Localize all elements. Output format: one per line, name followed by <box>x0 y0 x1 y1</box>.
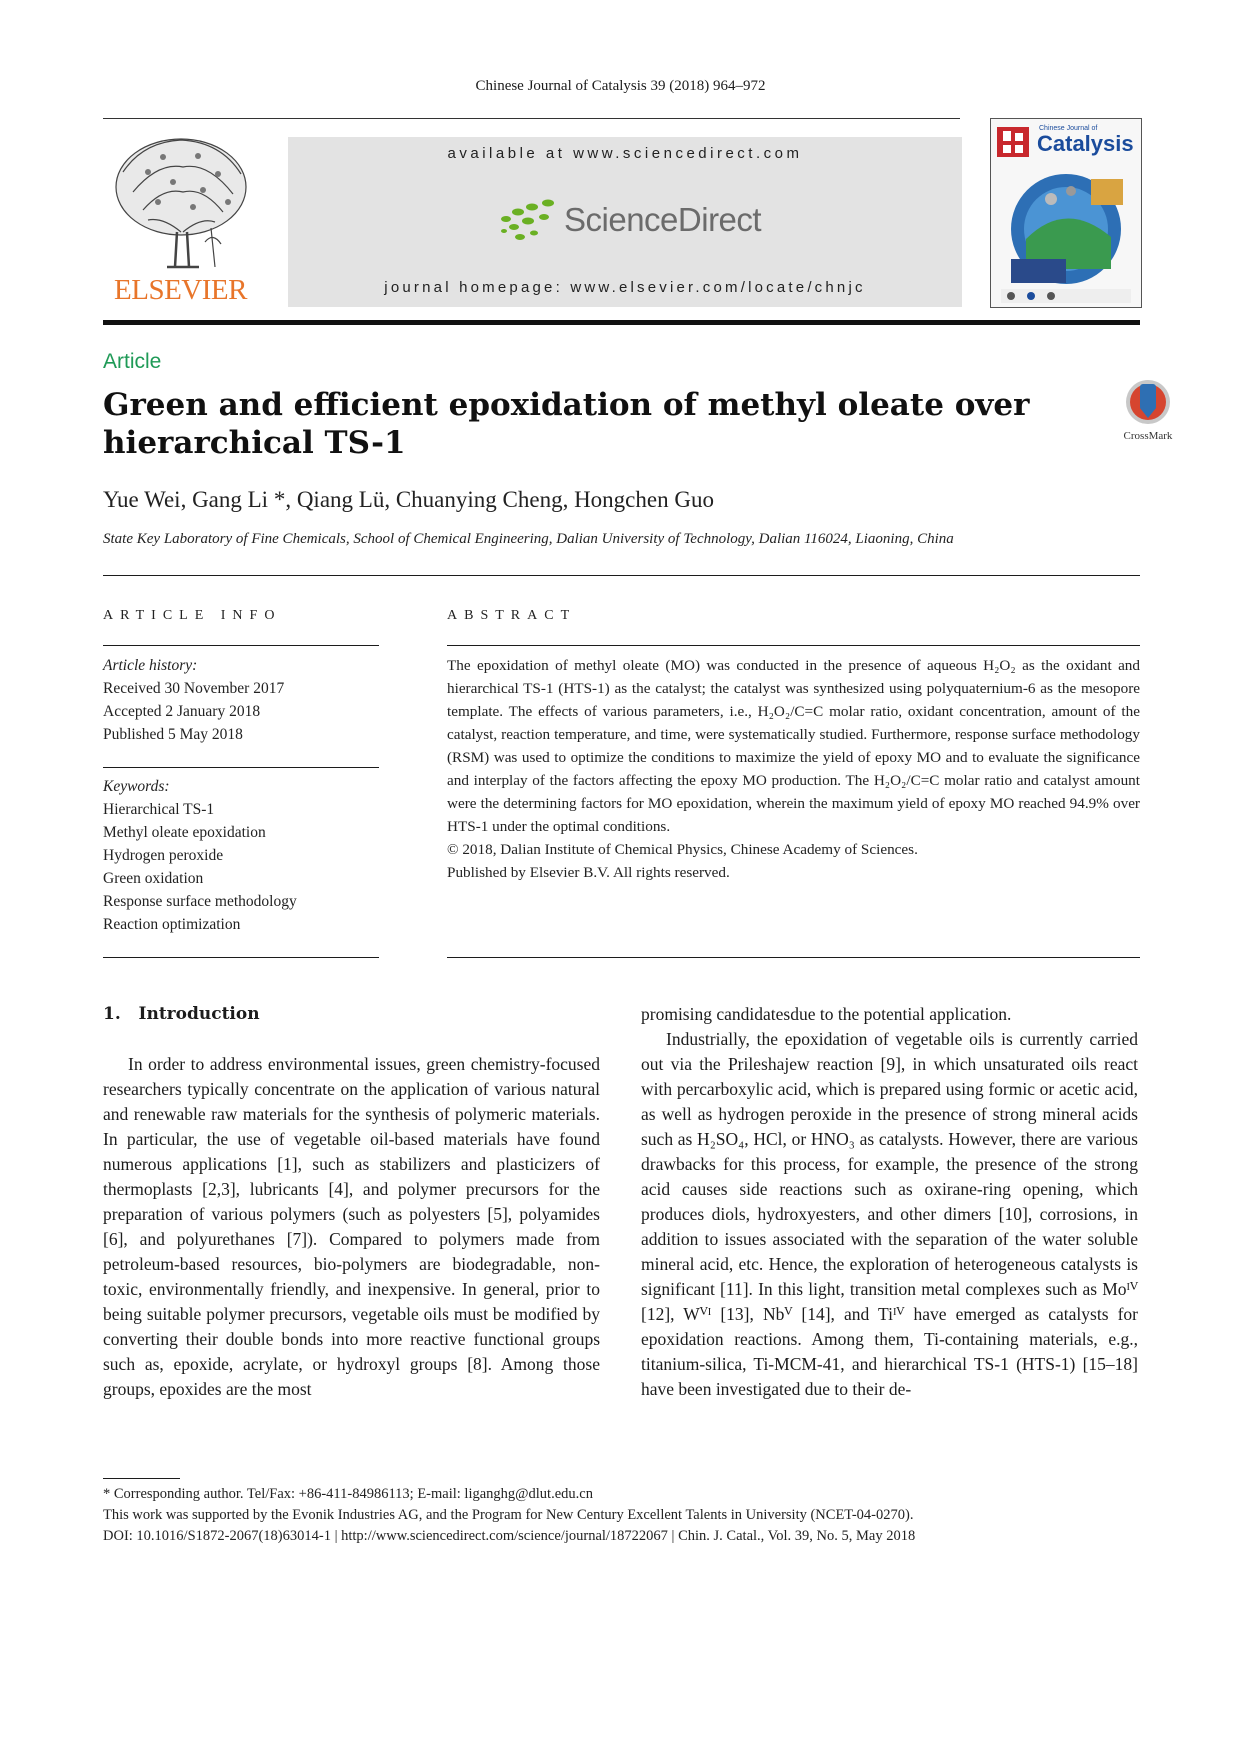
history-label: Article history: <box>103 657 198 674</box>
section-number: 1. <box>103 1004 121 1024</box>
received-date: Received 30 November 2017 <box>103 680 285 697</box>
article-type-label: Article <box>103 350 162 373</box>
copyright-line-2: Published by Elsevier B.V. All rights reserved. <box>447 864 730 881</box>
section-heading <box>103 1004 260 1024</box>
body-column-right <box>641 1002 1138 1402</box>
divider <box>447 957 1140 958</box>
cover-subtitle: Chinese Journal of <box>1039 125 1098 132</box>
header-rule <box>103 118 960 119</box>
divider <box>103 767 379 768</box>
divider <box>103 957 379 958</box>
article-title: Green and efficient epoxidation of methyl oleate over hierarchical TS-1 <box>103 387 1030 461</box>
article-history <box>103 654 379 746</box>
divider <box>103 575 1140 576</box>
footnotes <box>103 1484 1140 1547</box>
abstract-body <box>447 654 1140 884</box>
corresponding-author-note: * Corresponding author. Tel/Fax: +86-411-84986113; E-mail: liganghg@dlut.edu.cn <box>103 1486 593 1502</box>
affiliation: State Key Laboratory of Fine Chemicals, School of Chemical Engineering, Dalian University of Technology, Dalian 116024, Liaoning, China <box>103 531 954 547</box>
accepted-date: Accepted 2 January 2018 <box>103 703 261 720</box>
cover-title: Catalysis <box>1037 131 1134 156</box>
body-paragraph-continuation: promising candidatesdue to the potential application. <box>641 1004 1012 1024</box>
divider <box>447 645 1140 646</box>
body-paragraph: In order to address environmental issues, green chemistry-focused researchers typically concentrate on the application of various natural and renewable raw materials for the synthesis of polymeric materials. In particular, the use of vegetable oil-based materials have found numerous applications [1], such as stabilizers and plasticizers of thermoplasts [2,3], lubricants [4], and polymer precursors for the preparation of various polymers (such as polyesters [5], polyamides [6], and polyurethanes [7]). Compared to polymers made from petroleum-based resources, bio-polymers are biodegradable, non-toxic, environmentally friendly, and inexpensive. In general, prior to being suitable polymer precursors, vegetable oils must be modified by converting their double bonds into more reactive functional groups such as, epoxide, acrylate, or hydroxyl groups [8]. Among those groups, epoxides are the most <box>103 1054 600 1399</box>
elsevier-wordmark: ELSEVIER <box>114 274 247 306</box>
published-date: Published 5 May 2018 <box>103 726 243 743</box>
journal-homepage-text[interactable]: journal homepage: www.elsevier.com/locate/chnjc <box>384 279 866 296</box>
keyword: Hierarchical TS-1 <box>103 801 215 818</box>
section-title: Introduction <box>138 1004 260 1024</box>
author-list: Yue Wei, Gang Li *, Qiang Lü, Chuanying Cheng, Hongchen Guo <box>103 487 714 512</box>
elsevier-logo <box>103 132 258 307</box>
abstract-text: The epoxidation of methyl oleate (MO) was conducted in the presence of aqueous H₂O₂ as the oxidant and hierarchical TS-1 (HTS-1) as the catalyst; the catalyst was synthesized using polyquaternium-6 as the mesopore template. The effects of various parameters, i.e., H₂O₂/C=C molar ratio, oxidant concentration, amount of the catalyst, reaction temperature, and time, were systematically studied. Furthermore, response surface methodology (RSM) was used to optimize the conditions to maximize the yield of epoxy MO and to evaluate the significance and interplay of the factors affecting the epoxy MO production. The H₂O₂/C=C molar ratio and catalyst amount were the determining factors for MO epoxidation, wherein the maximum yield of epoxy MO reached 94.9% over HTS-1 under the optimal conditions. <box>447 657 1140 835</box>
keyword: Hydrogen peroxide <box>103 847 224 864</box>
keywords-list <box>103 775 379 936</box>
sciencedirect-dots-icon <box>498 197 562 243</box>
copyright-line-1: © 2018, Dalian Institute of Chemical Physics, Chinese Academy of Sciences. <box>447 841 918 858</box>
funding-note: This work was supported by the Evonik Industries AG, and the Program for New Century Excellent Talents in University (NCET-04-0270). <box>103 1507 914 1523</box>
crossmark-label: CrossMark <box>1123 430 1173 442</box>
keyword: Green oxidation <box>103 870 204 887</box>
crossmark-badge[interactable] <box>1118 378 1178 444</box>
keywords-label: Keywords: <box>103 778 170 795</box>
header-thick-rule <box>103 320 1140 325</box>
keyword: Reaction optimization <box>103 916 241 933</box>
elsevier-tree-icon <box>103 132 258 272</box>
crossmark-icon <box>1118 378 1178 428</box>
sciencedirect-banner <box>288 137 962 307</box>
journal-reference: Chinese Journal of Catalysis 39 (2018) 964–972 <box>475 78 766 94</box>
abstract-heading: ABSTRACT <box>447 608 577 623</box>
keyword: Response surface methodology <box>103 893 297 910</box>
doi-line[interactable]: DOI: 10.1016/S1872-2067(18)63014-1 | http://www.sciencedirect.com/science/journal/18722067 | Chin. J. Catal., Vol. 39, No. 5, May 2018 <box>103 1528 916 1544</box>
footnote-rule <box>103 1478 180 1479</box>
body-column-left <box>103 1052 600 1402</box>
body-paragraph: Industrially, the epoxidation of vegetable oils is currently carried out via the Prileshajew reaction [9], in which unsaturated oils react with percarboxylic acid, which is prepared using formic or acetic acid, as well as hydrogen peroxide in the presence of strong mineral acids such as H₂SO₄, HCl, or HNO₃ as catalysts. However, there are various drawbacks for this process, for example, the presence of the strong acid causes side reactions such as oxirane-ring opening, which produces diols, hydroxyesters, and other dimers [10], corrosions, in addition to issues associated with the separation of the water soluble mineral acid, etc. Hence, the exploration of heterogeneous catalysts is significant [11]. In this light, transition metal complexes such as Moᴵⱽ [12], Wⱽᴵ [13], Nbⱽ [14], and Tiᴵⱽ have emerged as catalysts for epoxidation reactions. Among them, Ti-containing materials, e.g., titanium-silica, Ti-MCM-41, and hierarchical TS-1 (HTS-1) [15–18] have been investigated due to their de- <box>641 1029 1138 1399</box>
journal-cover[interactable] <box>990 118 1142 308</box>
sciencedirect-logo[interactable]: ScienceDirect <box>498 197 758 247</box>
divider <box>103 645 379 646</box>
keyword: Methyl oleate epoxidation <box>103 824 266 841</box>
article-info-heading: ARTICLE INFO <box>103 608 282 623</box>
available-at-text[interactable]: available at www.sciencedirect.com <box>447 145 803 162</box>
